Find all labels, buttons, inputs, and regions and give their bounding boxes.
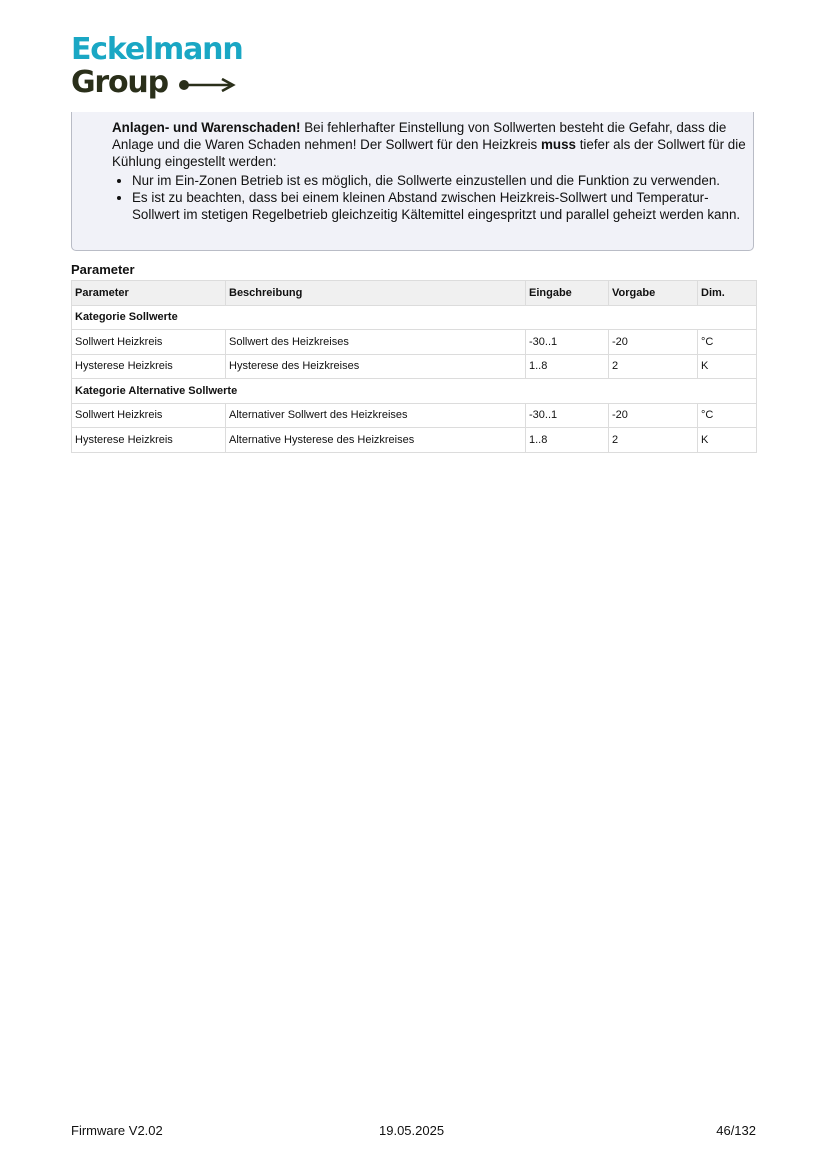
parameter-table: [71, 280, 757, 453]
warning-intro-part1: Bei fehlerhafter Einstellung von Sollwerten besteht die Gefahr, dass die Anlage und die Waren Schaden nehmen! Der Sollwert für den Heizkreis: [112, 120, 727, 152]
logo-wordmark-bottom: [71, 66, 242, 100]
column-header-dim: Dim.: [698, 281, 757, 306]
cell-eingabe: -30..1: [526, 403, 609, 428]
category-row: [72, 379, 757, 404]
warning-bullet: • Nur im Ein-Zonen Betrieb ist es möglich, die Sollwerte einzustellen und die Funktion zu verwenden.: [132, 172, 748, 189]
cell-parameter: Sollwert Heizkreis: [72, 403, 226, 428]
warning-intro-part2: tiefer als der Sollwert für die Kühlung eingestellt werden:: [112, 137, 746, 169]
cell-vorgabe: -20: [609, 330, 698, 355]
warning-title: Anlagen- und Warenschaden!: [112, 120, 301, 135]
logo-wordmark-top: Eckelmann: [71, 32, 243, 67]
cell-vorgabe: 2: [609, 354, 698, 379]
cell-vorgabe: 2: [609, 428, 698, 453]
footer-page-number: 46/132: [716, 1123, 756, 1138]
page-footer: [71, 1123, 756, 1139]
company-logo: [71, 34, 242, 100]
warning-bullet: • Es ist zu beachten, dass bei einem kleinen Abstand zwischen Heizkreis-Sollwert und Temperatur-Sollwert im stetigen Regelbetrieb gleichzeitig Kältemittel eingespritzt und parallel geheizt werden kann.: [132, 189, 748, 223]
warning-intro: [112, 119, 748, 170]
category-row: [72, 305, 757, 330]
cell-eingabe: 1..8: [526, 428, 609, 453]
category-title: Kategorie Sollwerte: [72, 305, 757, 330]
cell-vorgabe: -20: [609, 403, 698, 428]
cell-dim: °C: [698, 330, 757, 355]
cell-parameter: Sollwert Heizkreis: [72, 330, 226, 355]
cell-beschreibung: Hysterese des Heizkreises: [226, 354, 526, 379]
column-header-beschreibung: Beschreibung: [226, 281, 526, 306]
column-header-parameter: Parameter: [72, 281, 226, 306]
cell-parameter: Hysterese Heizkreis: [72, 354, 226, 379]
cell-dim: °C: [698, 403, 757, 428]
cell-beschreibung: Alternativer Sollwert des Heizkreises: [226, 403, 526, 428]
logo-wordmark-group: Group: [71, 65, 168, 100]
cell-beschreibung: Alternative Hysterese des Heizkreises: [226, 428, 526, 453]
column-header-eingabe: Eingabe: [526, 281, 609, 306]
column-header-vorgabe: Vorgabe: [609, 281, 698, 306]
cell-dim: K: [698, 354, 757, 379]
table-row: [72, 330, 757, 355]
section-heading-parameter: Parameter: [71, 262, 135, 277]
table-row: [72, 403, 757, 428]
table-row: [72, 428, 757, 453]
arrow-right-icon: [178, 66, 236, 100]
footer-date: 19.05.2025: [379, 1123, 445, 1138]
cell-eingabe: -30..1: [526, 330, 609, 355]
category-title: Kategorie Alternative Sollwerte: [72, 379, 757, 404]
cell-parameter: Hysterese Heizkreis: [72, 428, 226, 453]
table-header-row: [72, 281, 757, 306]
table-row: [72, 354, 757, 379]
warning-text: [112, 119, 748, 223]
warning-box: [71, 112, 754, 251]
cell-dim: K: [698, 428, 757, 453]
cell-eingabe: 1..8: [526, 354, 609, 379]
footer-firmware-version: Firmware V2.02: [71, 1123, 163, 1138]
warning-bullet-list: [112, 172, 748, 223]
warning-emphasis: muss: [540, 137, 576, 152]
cell-beschreibung: Sollwert des Heizkreises: [226, 330, 526, 355]
